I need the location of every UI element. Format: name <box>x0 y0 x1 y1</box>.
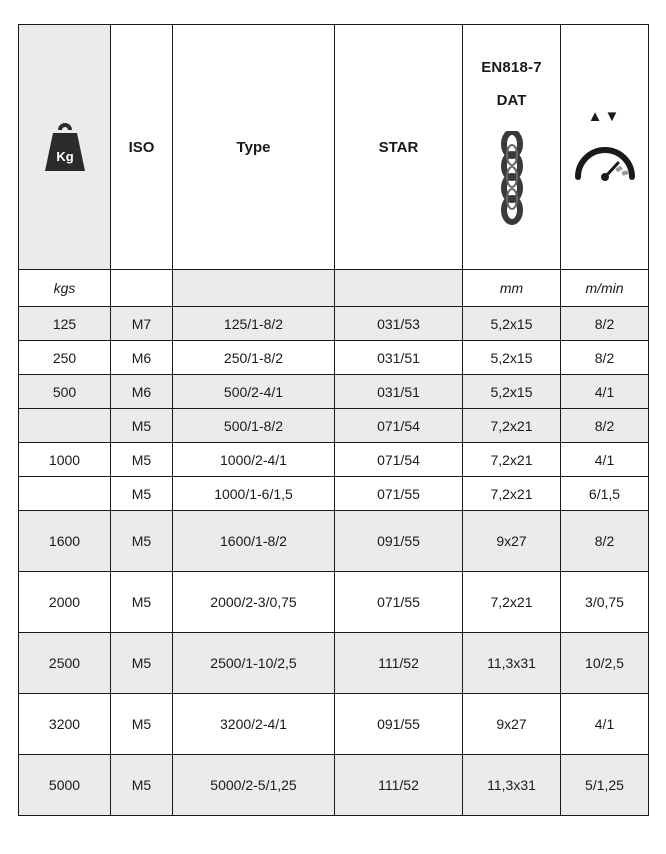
cell-star: 091/55 <box>335 511 463 572</box>
cell-kg: 1600 <box>19 511 111 572</box>
cell-iso: M6 <box>111 375 173 409</box>
cell-speed: 8/2 <box>561 307 649 341</box>
header-label-en818-line2: DAT <box>496 92 527 109</box>
cell-star: 031/51 <box>335 375 463 409</box>
cell-kg: 125 <box>19 307 111 341</box>
table-header-row <box>19 25 649 270</box>
units-cell-iso <box>111 270 173 307</box>
cell-type: 125/1-8/2 <box>173 307 335 341</box>
header-cell-star <box>335 25 463 270</box>
cell-speed: 10/2,5 <box>561 633 649 694</box>
cell-star: 071/54 <box>335 443 463 477</box>
cell-speed: 8/2 <box>561 511 649 572</box>
cell-star: 111/52 <box>335 755 463 816</box>
cell-speed: 8/2 <box>561 409 649 443</box>
cell-chain: 7,2x21 <box>463 443 561 477</box>
table-row <box>19 307 649 341</box>
cell-iso: M5 <box>111 572 173 633</box>
header-cell-weight <box>19 25 111 270</box>
cell-kg: 250 <box>19 341 111 375</box>
header-label-star: STAR <box>378 138 419 156</box>
cell-type: 500/2-4/1 <box>173 375 335 409</box>
svg-text:Kg: Kg <box>55 149 74 164</box>
cell-chain: 5,2x15 <box>463 307 561 341</box>
cell-star: 031/53 <box>335 307 463 341</box>
units-row <box>19 270 649 307</box>
cell-star: 071/55 <box>335 477 463 511</box>
table-row <box>19 511 649 572</box>
header-label-en818-line1: EN818-7 <box>481 59 542 76</box>
units-cell-mm: mm <box>463 270 561 307</box>
up-down-arrows-icon: ▲▼ <box>587 107 622 125</box>
cell-chain: 11,3x31 <box>463 755 561 816</box>
cell-chain: 11,3x31 <box>463 633 561 694</box>
cell-speed: 4/1 <box>561 375 649 409</box>
cell-speed: 5/1,25 <box>561 755 649 816</box>
table-row <box>19 633 649 694</box>
header-label-iso: ISO <box>128 138 155 156</box>
cell-type: 1000/1-6/1,5 <box>173 477 335 511</box>
table-row <box>19 477 649 511</box>
cell-chain: 9x27 <box>463 511 561 572</box>
cell-iso: M5 <box>111 755 173 816</box>
header-cell-speed <box>561 25 649 270</box>
weight-icon <box>36 119 94 175</box>
cell-speed: 3/0,75 <box>561 572 649 633</box>
cell-type: 2500/1-10/2,5 <box>173 633 335 694</box>
specification-table <box>18 24 649 816</box>
cell-chain: 5,2x15 <box>463 375 561 409</box>
cell-iso: M5 <box>111 694 173 755</box>
cell-iso: M6 <box>111 341 173 375</box>
cell-iso: M5 <box>111 409 173 443</box>
cell-type: 500/1-8/2 <box>173 409 335 443</box>
cell-kg: 1000 <box>19 443 111 477</box>
cell-iso: M5 <box>111 511 173 572</box>
cell-iso: M5 <box>111 633 173 694</box>
cell-speed: 8/2 <box>561 341 649 375</box>
table-row <box>19 755 649 816</box>
chain-icon <box>495 131 529 231</box>
cell-speed: 6/1,5 <box>561 477 649 511</box>
cell-chain: 5,2x15 <box>463 341 561 375</box>
cell-kg: 5000 <box>19 755 111 816</box>
cell-chain: 7,2x21 <box>463 477 561 511</box>
cell-speed: 4/1 <box>561 443 649 477</box>
cell-iso: M5 <box>111 443 173 477</box>
cell-chain: 7,2x21 <box>463 409 561 443</box>
cell-star: 031/51 <box>335 341 463 375</box>
cell-star: 091/55 <box>335 694 463 755</box>
cell-speed: 4/1 <box>561 694 649 755</box>
cell-iso: M5 <box>111 477 173 511</box>
table-row <box>19 375 649 409</box>
header-label-type: Type <box>236 138 271 156</box>
header-cell-iso <box>111 25 173 270</box>
units-cell-star <box>335 270 463 307</box>
cell-star: 071/55 <box>335 572 463 633</box>
cell-kg: 500 <box>19 375 111 409</box>
cell-chain: 9x27 <box>463 694 561 755</box>
table-row <box>19 409 649 443</box>
cell-type: 5000/2-5/1,25 <box>173 755 335 816</box>
cell-type: 2000/2-3/0,75 <box>173 572 335 633</box>
cell-iso: M7 <box>111 307 173 341</box>
table-row <box>19 572 649 633</box>
cell-type: 1600/1-8/2 <box>173 511 335 572</box>
cell-chain: 7,2x21 <box>463 572 561 633</box>
cell-type: 250/1-8/2 <box>173 341 335 375</box>
cell-kg <box>19 409 111 443</box>
units-cell-type <box>173 270 335 307</box>
cell-kg: 3200 <box>19 694 111 755</box>
cell-kg: 2000 <box>19 572 111 633</box>
table-row <box>19 694 649 755</box>
header-cell-en818 <box>463 25 561 270</box>
cell-type: 1000/2-4/1 <box>173 443 335 477</box>
cell-type: 3200/2-4/1 <box>173 694 335 755</box>
cell-kg <box>19 477 111 511</box>
units-cell-kgs: kgs <box>19 270 111 307</box>
cell-star: 071/54 <box>335 409 463 443</box>
units-cell-speed: m/min <box>561 270 649 307</box>
header-cell-type <box>173 25 335 270</box>
cell-kg: 2500 <box>19 633 111 694</box>
table-row <box>19 443 649 477</box>
cell-star: 111/52 <box>335 633 463 694</box>
gauge-icon <box>572 137 638 187</box>
table-row <box>19 341 649 375</box>
